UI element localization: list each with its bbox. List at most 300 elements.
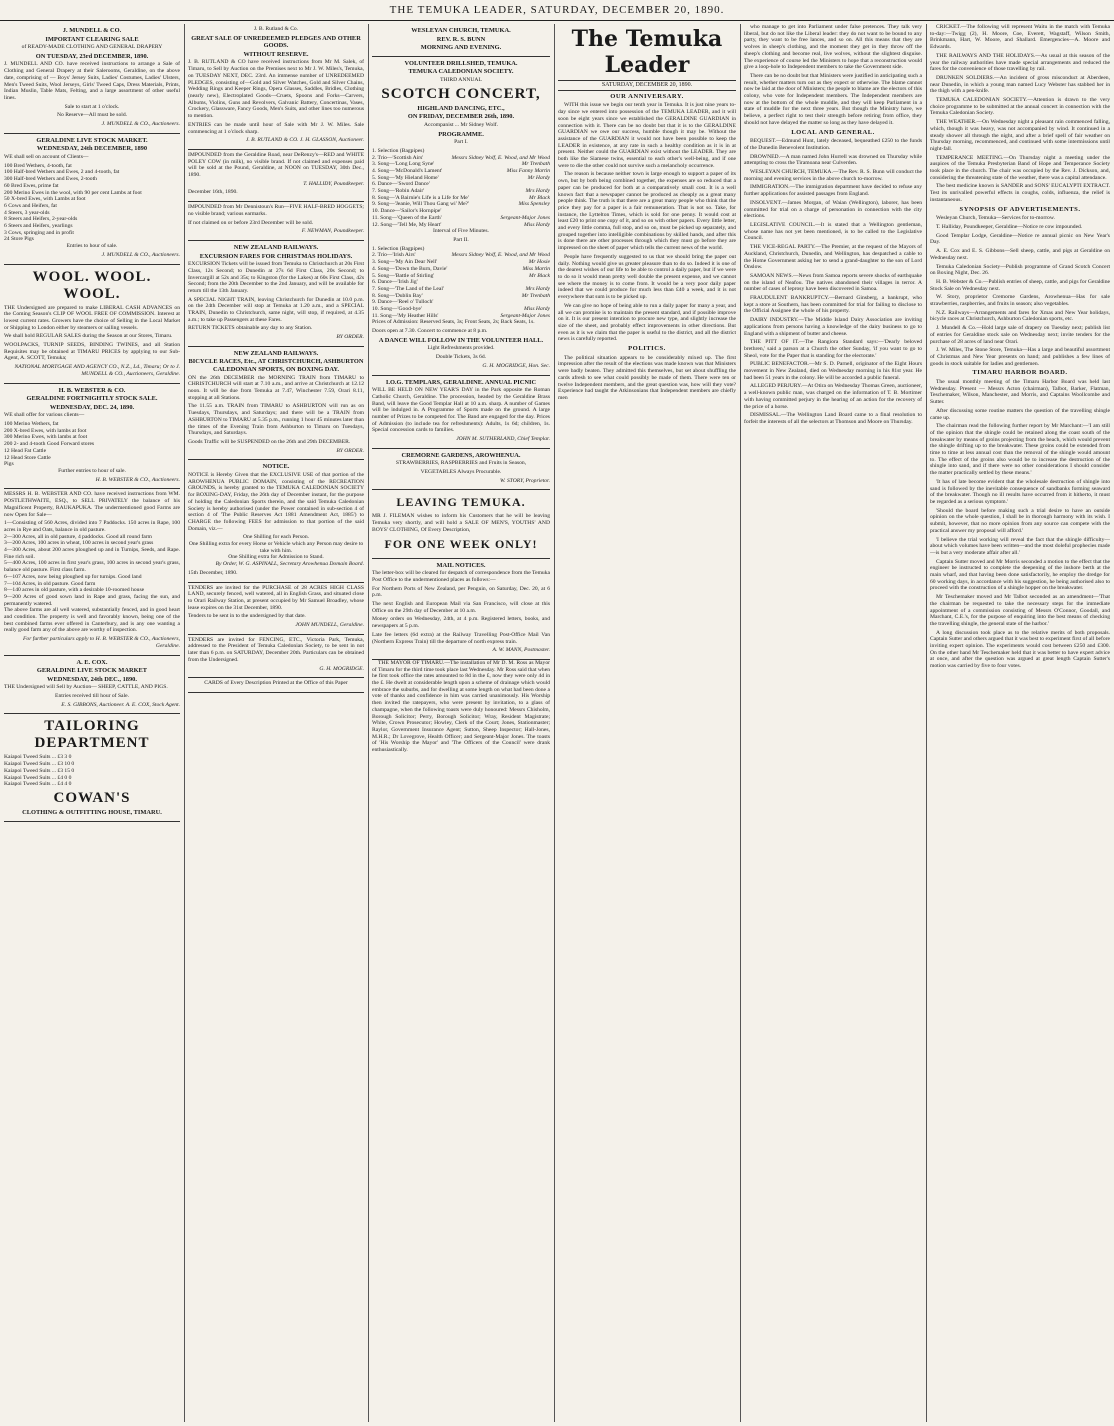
list-item: 8—140 acres in old pasture, with a desirable 10-roomed house xyxy=(4,587,145,594)
list-item: 300 Half-bred Wethers and Ewes, 2-tooth xyxy=(4,176,97,183)
programme-item xyxy=(372,306,550,313)
list-item: 200 Merino Ewes in the wool, with 90 per cent Lambs at foot xyxy=(4,189,142,196)
local-news-list xyxy=(744,138,922,425)
synopsis-item: Wesleyan Church, Temuka—Services for to-morrow. xyxy=(936,215,1055,222)
ad-signature: G. H. MOGRIDGE, Hon. Sec. xyxy=(482,362,550,369)
ad-body: MESSRS H. B. WEBSTER AND CO. have received instructions from WM. POSTLETHWAITE, ESQ., to SELL PRIVATELY the balance of his Magnificent Property, RAUKAPUKA. The undermentioned good Farms are now Open for Sale— xyxy=(4,491,180,518)
price-list xyxy=(4,754,180,788)
programme-item-title: 2. Trio—'Irish Airs' xyxy=(372,252,416,259)
list-item: 6 Steers and Heifers, yearlings xyxy=(4,223,73,230)
ad-title: GERALDINE LIVE STOCK MARKET. xyxy=(36,136,148,144)
ad-body: TENDERS are invited for the PURCHASE of 28 ACRES HIGH CLASS LAND, securely fenced, well watered, all in English Grass, and situated close to Orari Railway Station, at present occupied by Mr Samuel Broadley, whose lease expires on the 31st December, 1890. xyxy=(188,584,364,611)
news-item: TEMUKA CALEDONIAN SOCIETY.—Attention is drawn to the very choice programme to be submitted at the annual concert in connection with the Temuka Caledonian Society. xyxy=(930,97,1110,117)
ad-header: NOTICE. xyxy=(262,463,290,471)
article-paragraph: After discussing some routine matters the question of the travelling shingle came up. xyxy=(930,407,1110,421)
programme-item-title: 4. Song—'McDonald's Lament' xyxy=(372,167,443,174)
ad-title: I.O.G. TEMPLARS, GERALDINE. ANNUAL PICNIC xyxy=(385,378,537,386)
article-paragraph: 'I believe the trial working will reveal the fact that the shingle difficulty—about which volumes have been written—and the most doleful prophecies made—is but a very moderate affair after all.' xyxy=(930,536,1110,556)
list-item: 7—104 Acres, in old pasture. Good farm xyxy=(4,580,96,587)
ad-body: VEGETABLES Always Procurable. xyxy=(420,469,502,476)
programme-item-performer: Miss Fanny Martin xyxy=(506,167,550,174)
column-5 xyxy=(744,24,922,1422)
ad-body: MR J. FILEMAN wishes to inform his Customers that he will be leaving Temuka very shortly, and will hold a SALE OF MEN'S, YOUTHS' AND BOYS' CLOTHING, Of Every Description, xyxy=(372,513,550,533)
ad-note: Entries to hour of sale. xyxy=(66,243,118,250)
programme-item-performer: Sergeant-Major Jones xyxy=(500,214,550,221)
ad-signature: By Order, W. G. ASPINALL, Secretary Arowhenua Domain Board. xyxy=(215,561,364,568)
ad-body: WILL BE HELD ON NEW YEAR'S DAY in the Park opposite the Roman Catholic Church, Geraldine. The procession, headed by the Geraldine Brass Band, will leave the Good Templar Hall at 10 a.m. sharp. A number of Games will be indulged in. A Programme of Sports made on the ground. A large number of Prizes to be competed for. The Band are engaged for the day. Prices of Admission (to include tea for refreshments): Adults, 1s 6d; children, 1s. Special concession cards to families. xyxy=(372,387,550,434)
ad-subtitle: HIGHLAND DANCING, ETC., xyxy=(417,104,505,112)
ad-title: WOOL. WOOL. WOOL. xyxy=(32,268,152,302)
list-item: Kaiapoi Tweed Suits ... £4 4 0 xyxy=(4,781,72,788)
section-heading: TIMARU HARBOR BOARD. xyxy=(972,369,1068,377)
ad-body: The 11.55 a.m. TRAIN from TIMARU to ASHBURTON will run as on Tuesdays, Thursdays, and Saturdays; and there will be a TRAIN from ASHBURTON to TIMARU at 5.35 p.m., running 1 hour 45 minutes later than the times of the Evening Train from Ashburton to Timaru on Tuesdays, Thursdays, and Saturdays. xyxy=(188,403,364,437)
ad-templars-picnic xyxy=(372,376,550,449)
programme-item xyxy=(372,208,550,215)
news-item: DAIRY INDUSTRY.—The Middle Island Dairy Association are inviting applications from persons having a knowledge of the dairy business to go to England with a shipment of butter and cheese. xyxy=(744,317,922,337)
article-harbor-board xyxy=(930,379,1110,670)
programme-item-performer: Mr Hosie xyxy=(528,259,550,266)
synopsis-item: T. Halliday, Poundkeeper, Geraldine—Notice re cow impounded. xyxy=(936,223,1083,230)
ad-body: A SPECIAL NIGHT TRAIN, leaving Christchurch for Dunedin at 10.0 p.m. on the 24th December will stop at Temuka at 1.20 a.m., and a SPECIAL TRAIN, Dunedin to Christchurch, same night, will stop, if required, at 4.35 a.m.; to take up Passengers at these Fares. xyxy=(188,296,364,323)
local-news-list xyxy=(930,24,1110,204)
ad-header: A. E. COX. xyxy=(76,658,108,666)
list-item: 100 Half-bred Wethers and Ewes, 2 and 4-tooth, fat xyxy=(4,169,120,176)
news-item: ALLEGED PERJURY.—At Otira on Wednesday Thomas Green, auctioneer, a well-known public man, was charged on the information of T. B. Mortimer with having committed perjury in the hearing of an action for the recovery of the price of a horse. xyxy=(744,383,922,410)
programme-item-title: 11. Song—'My Heather Hills' xyxy=(372,312,439,319)
ad-signature: J. MUNDELL & CO., Auctioneers. xyxy=(101,251,180,258)
article-anniversary xyxy=(558,102,736,343)
programme-item-title: 9. Song—'Jeanie, Will Thou Gang wi' Me?' xyxy=(372,201,470,208)
news-item: PUBLIC BENEFACTOR.—Mr S. D. Parnell, originator of the Eight Hours movement in New Zealand, died on Wednesday morning in his 81st year. He had been 51 years in the colony. He will be accorded a public funeral. xyxy=(744,361,922,381)
programme-part: Part I. xyxy=(454,139,468,146)
ad-tenders-land xyxy=(188,583,364,635)
synopsis-list xyxy=(930,215,1110,367)
ad-header: NEW ZEALAND RAILWAYS. xyxy=(233,243,319,251)
section-heading: POLITICS. xyxy=(628,345,666,353)
programme-item xyxy=(372,201,550,208)
list-item: 3 Cows, springing and in profit xyxy=(4,229,74,236)
programme-item xyxy=(372,299,550,306)
ad-body: The letter-box will be cleared for despatch of correspondence from the Temuka Post Office to the undermentioned places as follows:— xyxy=(372,570,550,583)
ad-date: ON TUESDAY, 23rd DECEMBER, 1890. xyxy=(35,52,149,60)
article-paragraph: The reason is because neither town is large enough to support a paper of its own, but by both being combined together, the expenses are so reduced that a paper can be produced for both at a comparatively small cost. It is a well known fact that a newspaper cannot be produced as cheaply as a great many people think. The truth is that there are a great many people who think that the price they pay for a paper is a fair remuneration. That is not so. Take, for instance, the Lyttelton Times, which is sold for one penny. It would cost at least £20 to print one copy of it, and so on with other papers. Every little letter, and every little comma, full stop, and so on, must be picked up separately, and grouped together into intelligible combinations by skilled hands, and after this is done there are other processes through which they must go before they are impressed on the sheet of paper which tells the current news of the world. xyxy=(558,171,736,252)
programme-item xyxy=(372,148,550,155)
article-paragraph: Captain Sutter moved and Mr Morris seconded a motion to the effect that the engineer be instructed to complete the deepening of the inshore berth at the main wharf, and that having been done satisfactorily, he employ the dredge for 60 working days, in accordance with his suggestion, he being authorised also to proceed with the construction of a shingle hopper on the breakwater. xyxy=(930,558,1110,592)
column-rule xyxy=(184,24,185,1422)
ad-signature: H. B. WEBSTER & CO., Auctioneers. xyxy=(95,476,180,483)
programme-item xyxy=(372,195,550,202)
list-item: Kaiapoi Tweed Suits ... £3 15 0 xyxy=(4,767,75,774)
ad-note: Light Refreshments provided. xyxy=(427,345,495,352)
programme-item-title: 11. Song—'Queen of the Earth' xyxy=(372,214,442,221)
section-heading: OUR ANNIVERSARY. xyxy=(610,92,684,100)
programme-item-title: 2. Trio—'Scottish Airs' xyxy=(372,154,424,161)
ad-raukapuka-farms xyxy=(4,489,180,655)
synopsis-item: H. B. Webster & Co.—Publish entries of sheep, cattle, and pigs for Geraldine Stock Sale on Wednesday next. xyxy=(930,278,1110,292)
programme-item-performer: Messrs Sidney Wolf, E. Wood, and Mr Wood xyxy=(451,252,550,259)
ad-cremorne-gardens xyxy=(372,449,550,491)
programme-item-performer: Miss Spensley xyxy=(518,201,550,208)
section-heading: LOCAL AND GENERAL. xyxy=(791,128,875,136)
programme-list xyxy=(372,246,550,320)
programme-title: PROGRAMME. xyxy=(438,130,484,138)
news-item: TEMPERANCE MEETING.—On Thursday night a meeting under the auspices of the Temuka Presbyterian Band of Hope and Temperance Society took place in the church. The chair was occupied by the Rev. J. Dickson, and, considering the threatening state of the weather, there was a capital attendance. xyxy=(930,154,1110,181)
list-item: 4 Steers, 3 year-olds xyxy=(4,209,50,216)
ad-body: Goods Traffic will be SUSPENDED on the 26th and 29th DECEMBER. xyxy=(188,438,351,445)
ad-subtitle: of READY-MADE CLOTHING AND GENERAL DRAPERY xyxy=(21,44,163,51)
news-item: DROWNED.—A man named John Hurrell was drowned on Thursday while attempting to cross the Tiramoana near Culverden. xyxy=(744,153,922,167)
masthead: THE TEMUKA LEADER, SATURDAY, DECEMBER 20, 1890. xyxy=(0,0,1114,21)
programme-item-performer: Mrs Hardy xyxy=(525,285,550,292)
synopsis-item: J. W. Miles, The Stone Store, Temuka—Has a large and beautiful assortment of Christmas and New Year presents on hand; and publishes a few lines of goods in stock suitable for ladies and gentlemen. xyxy=(930,347,1110,367)
news-item: DISMISSAL.—The Wellington Land Board came to a final resolution to forfeit the interests of all the selectors at Thomson and Moore on Thursday. xyxy=(744,412,922,425)
programme-item xyxy=(372,293,550,300)
programme-item-title: 3. Song—'Long Long Syne' xyxy=(372,161,435,168)
ad-date: WEDNESDAY, DEC. 24, 1890. xyxy=(49,403,135,411)
article-paragraph: WITH this issue we begin our tenth year in Temuka. It is just nine years to-day since we entered into possession of the TEMUKA LEADER, and it will soon be eight years since we established the GERALDINE GUARDIAN in connection with it. There can be no doubt but that it is to the GERALDINE GUARDIAN we owe our success, humble though it may be. Without the assistance of the GUARDIAN it would not have been possible to keep the LEADER in existence, at any rate in such a healthy condition as it is in at present. Neither could the GUARDIAN exist without the LEADER. They are both like the Siamese twins, essential to each other's well-being, and if one were to die the other could not survive such a melancholy occurrence. xyxy=(558,102,736,169)
news-item: SAMOAN NEWS.—News from Samoa reports severe shocks of earthquake on the island of Neafou. The natives abandoned their villages in terror. A number of cases of leprosy have been discovered in Samoa. xyxy=(744,272,922,293)
ad-signature: NATIONAL MORTGAGE AND AGENCY CO., N.Z., Ld., Timaru; Or to J. MUNDELL & CO., Auctioneers, Geraldine. xyxy=(14,364,180,377)
section-heading: SYNOPSIS OF ADVERTISEMENTS. xyxy=(959,205,1081,213)
article-politics xyxy=(558,355,736,402)
ad-webster-stock-sale xyxy=(4,384,180,490)
ad-cards xyxy=(188,678,364,693)
news-item: THE PITT OF IT.—The Rangiora Standard says:—'Dearly beloved brethren,' said a parson at a Church the other Sunday, 'if you want to go to Sheol, vote for the Paper that is standing for the electorate.' xyxy=(744,339,922,359)
ad-brand: COWAN'S xyxy=(53,789,131,806)
ad-signature: J. B. RUTLAND & CO. J. H. GLASSON, Auctioneer. xyxy=(245,137,364,144)
synopsis-item: W. Story, proprietor Cremorne Gardens, Arowhenua—Has for sale strawberries, raspberries, and fruits in season; also vegetables. xyxy=(930,294,1110,308)
article-politics-continued xyxy=(744,24,922,127)
ad-body: Tenders to be sent in to the undersigned by that date. xyxy=(188,613,306,620)
news-item: THE WEATHER.—On Wednesday night a pleasant rain commenced falling, which, though it was heavy, was not accompanied by wind. It continued in a steady shower all through the night, and after a brief spell of fair weather on Thursday morning, recommenced, and continued with some intermissions until night-fall. xyxy=(930,119,1110,152)
ad-impounded-cow xyxy=(188,150,364,202)
article-paragraph: A long discussion took place as to the relative merits of both proposals. Captain Sutter and others argued that it was best to experiment first of all before inviting expert opinion. The experiments would cost between £250 and £300. On the other hand Mr Teschemaker held that it was better to have expert advice at once, and after the question was argued at great length Captain Sutter's motion was carried by five to four votes. xyxy=(930,629,1110,670)
programme-item xyxy=(372,168,550,175)
list-item: 8 Steers and Heifers, 2-year-olds xyxy=(4,216,78,223)
ad-signature: A. W. MANN, Postmaster. xyxy=(492,647,550,654)
news-item: BEQUEST.—Edmund Hunt, lately deceased, bequeathed £250 to the funds of the Dunedin Benevolent Institution. xyxy=(744,138,922,151)
programme-item-performer: Mr Trenbath xyxy=(521,292,550,299)
programme-item-performer: Mr Hardy xyxy=(527,174,550,181)
article-mayor-of-timaru xyxy=(372,660,550,754)
ad-header: J. B. Rutland & Co. xyxy=(253,26,299,32)
programme-item-title: 6. Dance—'Sword Dance' xyxy=(372,181,430,188)
ad-title: GERALDINE LIVE STOCK MARKET xyxy=(36,667,148,675)
programme-item-performer: Messrs Sidney Wolf, E. Wood, and Mr Wood xyxy=(451,154,550,161)
synopsis-item: N.Z. Railways—Arrangements and fares for Xmas and New Year holidays, bicycle races at Christchurch, Ashburton Caledonian sports, etc. xyxy=(930,309,1110,323)
ad-wesleyan-church xyxy=(372,24,550,57)
ad-signature: F. NEWMAN, Poundkeeper. xyxy=(301,228,364,235)
programme-item-title: 7. Song—'The Land of the Leal' xyxy=(372,285,444,292)
news-item: THE VICE-REGAL PARTY.—The Premier, at the request of the Mayors of Auckland, Christchurch, Dunedin, and Wellington, has despatched a cable to the Home Government asking her to send a grand-daughter to the son of Lord Onslow. xyxy=(744,244,922,271)
list-item: One Shilling extra for Admission to Stand. xyxy=(228,554,324,561)
ad-body: Late fee letters (6d extra) at the Railway Travelling Post-Office Mail Van (Northern Express Train) till the departure of north express train. xyxy=(372,631,550,645)
ad-note: Sale to start at 1 o'clock. xyxy=(64,103,120,110)
programme-item xyxy=(372,181,550,188)
news-item: The best medicine known is SANDER and SONS' EUCALYPTI EXTRACT. Test its unrivalled powerful effects in coughs, colds, influenza, the relief is instantaneous. xyxy=(930,183,1110,203)
entry-list xyxy=(4,163,180,243)
programme-item-title: 3. Song—'My Ain Dear Nell' xyxy=(372,259,438,266)
ad-body: CARDS of Every Description Printed at the Office of this Paper xyxy=(204,680,348,687)
column-2 xyxy=(188,24,364,1422)
entry-list xyxy=(4,421,180,468)
ad-header: H. B. WEBSTER & CO. xyxy=(58,386,126,394)
article-paragraph: THE MAYOR OF TIMARU.—The installation of Mr D. M. Ross as Mayor of Timaru for the third time took place last Wednesday. Mr Ross said that when he first took office the rates amounted to 8d in the £, now they were only 4d in the £. He dwelt at considerable length upon a scheme of drainage which would embrace the suburbs, and for dwelling at some length on what had been done a vote of thanks and confidence in him was carried unanimously. His Worship then invited the ratepayers, who were present by invitation, to a glass of champagne, when the following toasts were duly honoured: Messrs Chisholm, Borough Solicitor; Perry, Borough Solicitor; Wray, Resident Magistrate; White, Crown Prosecutor; Howley, Clerk of the Court; Jones, Stationmaster; Raylor, Government Insurance Agent; Sutton, Sheep Inspector; Hall-Jones, M.H.R.; Dr Lovegrove, Health Officer; and Sergeant-Major Jones. The toasts of 'His Worship the Mayor' and 'The Officers of the Council' were drank enthusiastically. xyxy=(372,659,550,754)
ad-body: IMPOUNDED from the Geraldine Road, near DeRenzy's—RED and WHITE POLEY COW (in milk), no visible brand. If not claimed and expenses paid will be sold at the Pound, Geraldine, at NOON on TUESDAY, 30th Dec., 1890. xyxy=(188,151,364,179)
programme-interval: Interval of Five Minutes. xyxy=(433,228,489,235)
programme-part: Part II. xyxy=(453,237,469,243)
ad-railways-boxing-day xyxy=(188,347,364,461)
ad-note: Further entries to hour of sale. xyxy=(58,467,126,474)
ad-body: IMPOUNDED from Mr Dennistoun's Run—FIVE HALF-BRED HOGGETS; no visible brand; various earmarks. xyxy=(188,204,364,217)
programme-item-title: 5. Song—'My Hieland Home' xyxy=(372,174,439,181)
list-item: Kaiapoi Tweed Suits ... £3 10 0 xyxy=(4,761,75,768)
ad-note: Entries received till hour of Sale. xyxy=(55,693,129,700)
ad-note: THIRD ANNUAL xyxy=(440,76,482,83)
ad-title: GERALDINE FORTNIGHTLY STOCK SALE. xyxy=(26,395,158,403)
news-item: THE RAILWAYS AND THE HOLIDAYS.—As usual at this season of the year the railway authorities have made special arrangements and reduced the fares for the convenience of those travelling by rail. xyxy=(930,52,1110,73)
programme-item xyxy=(372,266,550,273)
list-item: 2—300 Acres, all in old pasture, 4 paddocks. Good all round farm xyxy=(4,533,152,540)
ad-railways-excursion xyxy=(188,241,364,347)
ad-body: RETURN TICKETS obtainable any day to any Station. xyxy=(188,325,313,332)
ad-body: J. B. RUTLAND & CO have received instructions from Mr M. Salek, of Timaru, to Sell by Auction on the Premises next to Mr J. W. Miles's, Temuka, on TUESDAY NEXT, DEC. 23rd. An immense number of UNREDEEMED PLEDGES, consisting of—Gold and Silver Watches, Gold and Silver Chains, Wedding Rings and Keeper Rings, Opera Glasses, Saddles, Bridles, Clothing (nearly new), Electroplated Goods—Cruets, Spoons and Forks—Carvers, Albums, Violins, Guns and Revolvers, Galvanic Battery, Concertinas, Vases, Crockery, Glassware, Fancy Goods, Men's Suits, and other lines too numerous to mention. xyxy=(188,59,364,120)
news-item: DRUNKEN SOLDIERS.—An incident of gross misconduct at Aberdeen, near Dunedin, in which a young man named Lucy Webster has stabbed her in the thigh with a pen-knife. xyxy=(930,74,1110,95)
ad-scotch-concert xyxy=(372,57,550,376)
synopsis-item: Good Templar Lodge, Geraldine—Notice re annual picnic on New Year's Day. xyxy=(930,232,1110,246)
programme-item-performer: Sergeant-Major Jones xyxy=(500,312,550,319)
news-item: WESLEYAN CHURCH, TEMUKA.—The Rev. R. S. Bunn will conduct the morning and evening services in the above church to-morrow. xyxy=(744,169,922,182)
ad-body: ON the 26th DECEMBER the MORNING TRAIN from TIMARU to CHRISTCHURCH will start at 7.10 a.m., and arrive at Christchurch at 12.12 noon. It will be due from Temuka at 7.47, Winchester 7.59, Orari 8.11, stopping at all Stations. xyxy=(188,374,364,401)
ad-title: MAIL NOTICES. xyxy=(436,561,486,569)
fee-list xyxy=(188,534,364,561)
programme-item-performer: Miss Hardy xyxy=(523,306,550,313)
ad-title: LEAVING TEMUKA. xyxy=(396,495,526,510)
programme-item-performer: Mrs Hardy xyxy=(525,188,550,195)
ad-note: Prices of Admission: Reserved Seats, 3s; Front Seats, 2s; Back Seats, 1s. xyxy=(372,319,535,326)
column-rule xyxy=(554,24,555,1422)
programme-item-title: 7. Song—'Robin Adair' xyxy=(372,188,425,195)
ad-unredeemed-pledges xyxy=(188,24,364,150)
list-item: 200 X-bred Ewes, with lambs at foot xyxy=(4,427,87,434)
ad-title: TAILORING DEPARTMENT xyxy=(34,718,150,752)
ad-signature: T. HALLIDY, Poundkeeper. xyxy=(303,180,364,187)
programme-item-title: 9. Dance—'Reel o' Tulloch' xyxy=(372,299,434,306)
ad-signature: E. S. GIBBONS, Auctioneer. A. E. COX, Stock Agent. xyxy=(61,701,180,708)
programme-item-title: 1. Selection (Bagpipes) xyxy=(372,147,425,154)
list-item: 24 Store Pigs xyxy=(4,236,34,243)
list-item: 12 Head Fat Cattle xyxy=(4,447,47,454)
ad-body: TENDERS are invited for FENCING, ETC., Victoria Park, Temuka, addressed to the President of Temuka Caledonian Society, to be sent in not later than 6 p.m. on SATURDAY, December 20th. Particulars can be obtained from the Undersigned. xyxy=(188,636,364,663)
news-item: FRAUDULENT BANKRUPTCY.—Bernard Ginsberg, a bankrupt, who kept a store at Southern, has been committed for trial for failing to disclose to the Official Assignee the whole of his property. xyxy=(744,295,922,315)
ad-title: IMPORTANT CLEARING SALE xyxy=(45,35,139,43)
column-rule xyxy=(926,24,927,1422)
article-paragraph: We can give no hope of being able to run a daily paper for many a year, and all we can promise is to maintain the present standard, and if possible improve on it. It is our present intention to procure new type, and slightly increase the size of the sheet, and probably effect improvements in other directions. But even as it is we claim that the paper is useful to the district, and all the district news is carefully reported. xyxy=(558,302,736,343)
article-paragraph: who manage to get into Parliament under false pretences. They talk very liberal, but do not like the Liberal leader: they do not want to be bound to any party, they want to be free lances, and so on. All this means that they are wolves in sheep's clothing, and the moment they get in they throw off the sheep's clothing and become real, live wolves, without the slightest disguise. The experience of course led the Ministers to hope that a reconstruction would give a loop-hole to Independent members to take the Government side. xyxy=(744,24,922,71)
ad-body: WOOLPACKS, TURNIP SEEDS, BINDING TWINES, and all Station Requisites may be obtained at TIMARU PRICES by applying to our Sub-Agent, A. SCOTT, Temuka; xyxy=(4,342,180,362)
programme-item-title: 5. Song—'Battle of Stirling' xyxy=(372,272,435,279)
programme-item xyxy=(372,252,550,259)
ad-title: WESLEYAN CHURCH, TEMUKA. xyxy=(411,27,511,34)
ad-body: Money orders on Wednesday, 24th, at 4 p.m. Registered letters, books, and newspapers at 5 p.m. xyxy=(372,616,550,630)
programme-item-title: 8. Song—'Dublin Bay' xyxy=(372,292,423,299)
ad-header: VOLUNTEER DRILLSHED, TEMUKA. xyxy=(404,59,518,67)
ad-clearing-sale xyxy=(4,24,180,134)
list-item: Pigs xyxy=(4,461,14,468)
ad-title: CREMORNE GARDENS, AROWHENUA. xyxy=(401,451,521,459)
article-paragraph: Mr Teschemaker moved and Mr Talbot seconded as an amendment—'That the chairman be requested to take the necessary steps for the immediate appointment of a commission consisting of Messrs O'Connor, Goodall, and Marchant, C.E.'s, for the purpose of enquiring into the best means of checking the travelling shingle, the general state of the harbor.' xyxy=(930,594,1110,627)
ad-date: ON FRIDAY, DECEMBER 26th, 1890. xyxy=(407,113,515,121)
ad-header: NEW ZEALAND RAILWAYS. xyxy=(233,349,319,357)
programme-item xyxy=(372,155,550,162)
ad-date: WEDNESDAY, 24th DECEMBER, 1890 xyxy=(36,145,148,153)
list-item: 3—200 Acres, 100 acres in wheat, 100 acres in second year's grass xyxy=(4,540,154,547)
news-item: INSOLVENT.—James Morgan, of Waian (Wellington), laborer, has been committed for trial on a charge of personation in connection with the city elections. xyxy=(744,199,922,220)
article-paragraph: 'Should the board before making such a trial desire to have an outside opinion on the whole question, I shall be in thorough harmony with its wish. I submit, however, that no more opinion from any source can compete with the practical answer my proposal will afford.' xyxy=(930,507,1110,534)
ad-note: Accompanist ... Mr Sidney Wolf. xyxy=(423,121,499,128)
ad-body: For Northern Ports of New Zealand, per Penguin, on Saturday, Dec. 20, at 6 p.m. xyxy=(372,585,550,599)
list-item: One Shilling for each Person. xyxy=(242,534,310,541)
article-paragraph: The usual monthly meeting of the Timaru Harbor Board was held last Wednesday. Present — Messrs Acton (chairman), Talbot, Barker, Flatman, Teschemaker, Wilson, Manchester, and Morris, and Captains Woollcombe and Sutter. xyxy=(930,379,1110,406)
ad-subtitle: REV. R. S. BUNN xyxy=(436,35,486,43)
programme-item xyxy=(372,259,550,266)
list-item: Kaiapoi Tweed Suits ... £4 0 0 xyxy=(4,774,72,781)
ad-signature: BY ORDER. xyxy=(336,447,364,454)
ad-signature: G. H. MOGRIDGE. xyxy=(319,665,364,672)
programme-item-title: 10. Song—'Good-bye' xyxy=(372,306,422,313)
ad-body: THE Undersigned are prepared to make LIBERAL CASH ADVANCES on the Coming Season's CLIP OF WOOL FREE OF COMMISSION. Interest at lowest current rates. Growers have the choice of Selling in the Local Market or Shipping to London either by steamers or sailing vessels. xyxy=(4,304,180,331)
dateline: SATURDAY, DECEMBER 20, 1890. xyxy=(558,80,736,91)
ad-tailoring xyxy=(4,714,180,821)
ad-note: The above farms are all well watered, substantially fenced, and in good heart and condition. The property is well and favorably known, being one of the best combined farms ever offered in Canterbury, and is any one wanting a really good farm any of the above are worthy of inspection. xyxy=(4,607,180,634)
ad-note: Doors open at 7.30. Concert to commence at 8 p.m. xyxy=(372,328,488,335)
list-item: 9—200 Acres of good sown land in Rape and grass, facing the sun, and permanently watered. xyxy=(4,593,180,607)
programme-item-performer: Miss Hardy xyxy=(523,221,550,228)
article-paragraph: 'It has of late become evident that the wholesale destruction of shingle into sand is followed by the inevitable consequence of sandbanks forming seaward of the breakwater. Though no ill results have occurred from it hitherto, it must be regarded as a serious symptom.' xyxy=(930,478,1110,505)
ad-body: If not claimed on or before 23rd December will be sold. xyxy=(188,219,314,226)
list-item: 12 Head Store Cattle xyxy=(4,454,51,461)
programme-item xyxy=(372,215,550,222)
ad-body: EXCURSION Tickets will be issued from Temuka to Christchurch at 20s First Class, 12s Second; to Dunedin at 27s 6d First Class, 20s Second; to Invercargill at 52s and 35s; to Kingston (for the Lakes) at 60s First Class, 42s Second; from the 20th December to the 2nd January, and will be available for return till the 13th January. xyxy=(188,261,364,294)
programme-item-performer: Mr Black xyxy=(529,272,550,279)
ad-date: WEDNESDAY, 24th DEC., 1890. xyxy=(47,675,137,683)
list-item: Kaiapoi Tweed Suits ... £3 3 0 xyxy=(4,754,72,761)
article-paragraph: There can be no doubt but that Ministers were justified in anticipating such a result, whether matters turn out as they expect or otherwise. The blame cannot now be laid at the door of Ministers; the people to blame are the electors of this colony, who vote for Independent members. The Independent members are now at the bottom of the whole muddle, and they will keep Parliament in a state of muddle for the next three years. But though the Ministry have, we believe, a perfect right to test their strength before retiring from office, they should not have delayed the matter so long as they have delayed it. xyxy=(744,72,922,126)
ad-headline: FOR ONE WEEK ONLY! xyxy=(384,536,538,551)
column-4 xyxy=(558,24,736,1422)
programme-item xyxy=(372,188,550,195)
ad-note: A DANCE WILL FOLLOW IN THE VOLUNTEER HALL. xyxy=(378,336,544,344)
ad-body: J. MUNDELL AND CO. have received instructions to arrange a Sale of Clothing and General Drapery at their Salerooms, Geraldine, on the above date, comprising of — Boys' Jersey Suits, Ladies' Costumes, Ladies' Ulsters, Men's Tweed Suits, Wool Jerseys, Girls' Tweed Caps, Dress Materials, Prints, Indian Muslin, Table Mats, Felting, and a large assortment of other useful lines. xyxy=(4,61,180,101)
programme-item-performer: Miss Martin xyxy=(522,265,550,272)
ad-body: WE shall sell on account of Clients— xyxy=(4,154,89,160)
ad-signature: CLOTHING & OUTFITTING HOUSE, TIMARU. xyxy=(22,808,162,816)
ad-header: J. MUNDELL & CO. xyxy=(62,27,122,34)
ad-subtitle: WITHOUT RESERVE. xyxy=(243,50,309,58)
ad-body: We shall hold REGULAR SALES during the Season at our Stores, Timaru. xyxy=(4,333,173,340)
programme-item-performer: Mr Black xyxy=(529,194,550,201)
ad-signature: W. STORY, Proprietor. xyxy=(500,477,550,484)
ad-tenders-fencing xyxy=(188,635,364,679)
list-item: 100 Merino Wethers, fat xyxy=(4,421,59,428)
ad-body: MORNING AND EVENING. xyxy=(420,44,502,52)
list-item: 60 Bred Ewes, prime fat xyxy=(4,182,59,189)
ad-mail-notices xyxy=(372,559,550,660)
programme-item-title: 6. Dance—'Irish Jig' xyxy=(372,279,418,286)
list-item: 6 Cows and Heifers, fat xyxy=(4,202,57,209)
ad-body: THE Undersigned will Sell by Auction— SHEEP, CATTLE, AND PIGS. xyxy=(4,684,168,691)
column-rule xyxy=(368,24,369,1422)
programme-item xyxy=(372,279,550,286)
ad-signature: For further particulars apply to H. B. WEBSTER & CO., Auctioneers, Geraldine. xyxy=(23,636,180,649)
ad-title: EXCURSION FARES FOR CHRISTMAS HOLIDAYS. xyxy=(199,252,353,260)
ad-body: STRAWBERRIES, RASPBERRIES and Fruits in Season, xyxy=(395,460,527,467)
list-item: 300 Merino Ewes, with lambs at foot xyxy=(4,434,88,441)
article-paragraph: The chairman read the following further report by Mr Marchant:—'I am still of the opinion that the shingle could be retained along the coast south of the breakwater by means of groins projecting from the beach, which would prevent the shingle drifting up to the breakwater. These groins could be extended from time to time at less annual cost than the removal of the shingle would amount to. The effect of the groins also would be to increase the destruction of the shingle into sand, and if there were no other considerations I should consider the matter practically settled by these means.' xyxy=(930,423,1110,477)
ad-title: BICYCLE RACES, Etc., AT CHRISTCHURCH, ASHBURTON CALEDONIAN SPORTS, ON BOXING DAY. xyxy=(188,358,364,374)
column-6 xyxy=(930,24,1110,1422)
ad-wool xyxy=(4,265,180,384)
programme-item-title: 12. Song—'Tell Me, My Heart' xyxy=(372,221,442,228)
ad-title: SCOTCH CONCERT, xyxy=(381,85,541,102)
programme-item xyxy=(372,175,550,182)
entry-list xyxy=(4,520,180,607)
programme-item xyxy=(372,161,550,168)
list-item: One Shilling extra for every Horse or Vehicle which any Person may desire to take with him. xyxy=(188,541,364,554)
newspaper-title: The Temuka Leader xyxy=(571,26,723,78)
synopsis-item: Temuka Caledonian Society—Publish programme of Grand Scotch Concert on Boxing Night, Dec. 26. xyxy=(930,263,1110,277)
ad-body: The next English and European Mail via San Francisco, will close at this Office on the 29th day of December at 10 a.m. xyxy=(372,600,550,614)
news-item: LEGISLATIVE COUNCIL.—It is stated that a Wellington gentleman, whose name has not yet been mentioned, is to be called to the Legislative Council. xyxy=(744,221,922,242)
ad-signature: J. MUNDELL & CO., Auctioneers. xyxy=(101,121,180,128)
ad-subtitle: TEMUKA CALEDONIAN SOCIETY. xyxy=(408,68,514,76)
column-rule xyxy=(740,24,741,1422)
column-3 xyxy=(372,24,550,1422)
ad-title: GREAT SALE OF UNREDEEMED PLEDGES AND OTHER GOODS. xyxy=(191,34,361,50)
programme-item-title: 1. Selection (Bagpipes) xyxy=(372,245,425,252)
article-paragraph: The political situation appears to be considerably mixed up. The first impression after the result of the elections was made known was that Ministers were badly beaten. They admitted this themselves, but set about shuffling the cards afresh to see what could possibly be made of them. There were ten or twelve Independent members, and the great question was, how will they vote? Experience had taught the Atkinsonians that Independent members are chiefly men xyxy=(558,354,736,401)
ad-domain-notice xyxy=(188,460,364,582)
list-item: 1—Consisting of 560 Acres, divided into 7 Paddocks. 150 acres in Rape, 100 acres in Rye and Oats, balance in old pasture. xyxy=(4,520,180,533)
list-item: 6—107 Acres, now being ploughed up for turnips. Good land xyxy=(4,573,142,580)
ad-signature: BY ORDER. xyxy=(336,334,364,341)
ad-geraldine-stock-market xyxy=(4,134,180,265)
synopsis-item: A. E. Cox and E. S. Gibbons—Sell sheep, cattle, and pigs at Geraldine on Wednesday next. xyxy=(930,248,1110,261)
list-item: 5—400 Acres, 100 acres in first year's grass, 100 acres in second year's grass, balance old pasture. First class farm. xyxy=(4,560,180,574)
programme-item-performer: Mr Trenbath xyxy=(521,161,550,168)
ad-note: Double Tickets, 3s 6d. xyxy=(435,354,487,361)
ad-body: WE shall offer for various clients— xyxy=(4,412,85,419)
ad-date: December 16th, 1890. xyxy=(188,189,238,196)
column-1 xyxy=(4,24,180,1422)
list-item: 200 2- and 4-tooth Good Forward stores xyxy=(4,441,95,448)
synopsis-item: J. Mundell & Co.—Hold large sale of drapery on Tuesday next; publish list of entries for Geraldine stock sale on Wednesday next; invite tenders for the purchase of 28 acres of land near Orari. xyxy=(930,325,1110,345)
ad-note: No Reserve—All must be sold. xyxy=(56,112,128,119)
list-item: 4—300 Acres, about 200 acres ploughed up and in Turnips, Seeds, and Rape. Fine rich soil. xyxy=(4,547,180,560)
news-item: IMMIGRATION.—The immigration department have decided to refuse any further applications for assisted passages from England. xyxy=(744,184,922,198)
article-paragraph: People have frequently suggested to us that we should bring the paper out daily. Nothing would give us greater pleasure than to do so. Indeed it is one of the dearest wishes of our life to be able to control a daily paper, but if we were to do so it would mean pretty well double the present expense, and we cannot see where the money is to come from. It would be a very poor daily paper indeed that we could produce for much less than £40 a week, and it is not everywhere that sum is to be picked up. xyxy=(558,253,736,301)
ad-leaving-temuka xyxy=(372,490,550,558)
programme-item xyxy=(372,273,550,280)
news-item: CRICKET.—The following will represent Waitu in the match with Temuka to-day:—Twigg (2), H. Moore, Coe, Everett, Wagstaff, Wilson Smith, Brinkmann, Hart, W. Moore, and Shallard. Emergencies—A. Moore and Edwards. xyxy=(930,24,1110,51)
ad-signature: JOHN MUNDELL, Geraldine. xyxy=(295,622,364,629)
list-item: 50 X-bred Ewes, with Lambs at foot xyxy=(4,196,86,203)
programme-list xyxy=(372,148,550,228)
ad-date: 15th December, 1890. xyxy=(188,569,238,576)
ad-impounded-hoggets xyxy=(188,202,364,241)
ad-cox-stock-market xyxy=(4,656,180,715)
ad-body: NOTICE is Hereby Given that the EXCLUSIVE USE of that portion of the AROWHENUA PUBLIC DOMAIN, consisting of the RECREATION GROUNDS, is hereby granted to the TEMUKA CALEDONIAN SOCIETY for BOXING-DAY, Friday, the 26th day of December instant, for the purpose of holding the Caledonian Sports therein, and the said Temuka Caledonian Society is hereby authorised (under the Power contained in sub-section 4 of section 4 of 'The Public Reserves Act 1881 Amendment Act, 1885') to CHARGE the following FEES for admission to that portion of the said Domain, viz.— xyxy=(188,471,364,532)
